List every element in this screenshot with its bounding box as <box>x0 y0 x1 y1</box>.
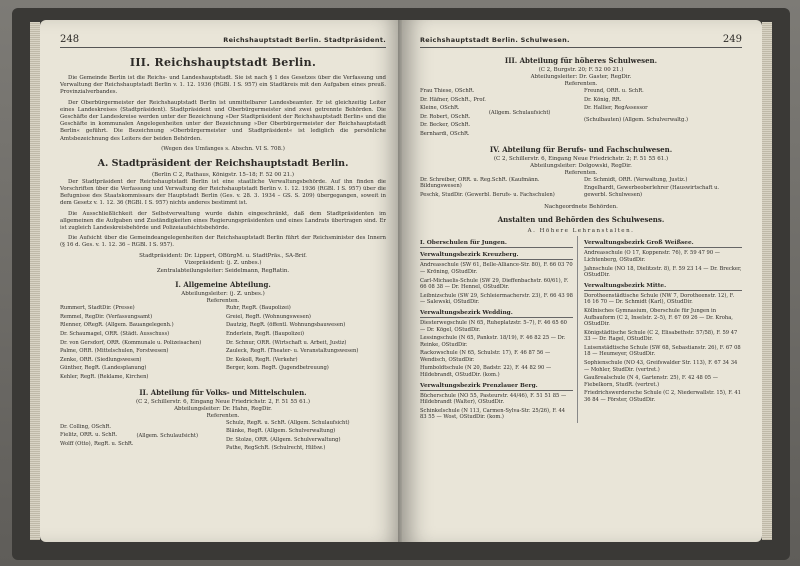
department-address: (C 2, Schillerstr. 6, Eingang Neue Friedrichstr. 2; F. 51 55 61.) <box>493 155 669 162</box>
right-page-header <box>420 34 742 48</box>
intro-paragraph-2: Der Oberbürgermeister der Reichshauptstadt Berlin ist unmittelbarer Landesbeamter. Er ist gleichzeitig Leiter eines Landeskreises (Stadtpräsident). Stadtpräsident und Oberbürgermeister sind zwei getrennte Behörden. Die Geschäfte der Landeskreise werden unter der Bezeichnung »Der Stadtpräsident der Reichshauptstadt Berlin« und die Geschäfte in kommunalen Angelegenheiten unter der Bezeichnung »Der Oberbürgermeister der Reichshauptstadt Berlin« geführt. Die Bezeichnung »Oberbürgermeister und Stadtpräsident« ist lediglich die persönliche Amtsbezeichnung des Leiters der beiden Behörden. <box>60 99 386 142</box>
school-entry: Jahnschule (NO 18, Dielitzstr. 8), F. 59 23 14 — Dr. Brecker, OStudDir. <box>584 265 742 279</box>
school-entry: Sophienschule (NO 43, Greifswalder Str. 113), F. 67 34 34 — Mohler, StudDir. (vertret.) <box>584 360 738 373</box>
list-item: Dr. Hallier, RegAssessor <box>584 105 648 112</box>
brace-annotation: (Allgem. Schulaufsicht) <box>488 110 551 117</box>
department-heading: I. Allgemeine Abteilung. <box>175 280 271 290</box>
section-title: III. Reichshauptstadt Berlin. <box>129 56 317 69</box>
district-heading: Verwaltungsbezirk Prenzlauer Berg. <box>420 383 573 391</box>
list-item: Dr. König, RR. <box>584 96 622 103</box>
list-item: Peschk, StudDir. (Gewerbl. Berufs- u. Fachschulen) <box>420 191 555 198</box>
list-item: Kleine, OSchR. <box>420 105 460 112</box>
school-entry: Diesterwegschule (N 65, Ruheplatzstr. 5–7), F. 46 65 60 — Dr. Kögel, OStudDir. <box>420 319 567 333</box>
left-page-header <box>60 34 386 48</box>
district-heading: Verwaltungsbezirk Groß Weißsee. <box>584 240 742 248</box>
list-item: Pathe, RegSchR. (Schulrecht, Hilfsw.) <box>226 445 326 452</box>
list-item: Zenke, ORR. (Siedlungswesen) <box>60 356 142 363</box>
list-item: Greiel, RegR. (Wohnungswesen) <box>226 313 311 320</box>
abt4-left <box>420 177 578 201</box>
list-item: Dautzig, RegR. (öffentl. Wohnungsbauwesen) <box>226 322 346 329</box>
list-item: Bernhardi, OSchR. <box>420 130 470 137</box>
department-leader: Abteilungsleiter: Dr. Gaster, RegDir. <box>530 74 632 80</box>
list-item: Dr. Schaumagel, ORR. (Städt. Ausschuss) <box>60 330 170 337</box>
column-heading: I. Oberschulen für Jungen. <box>420 240 573 248</box>
list-item: Rummert, StadtDir. (Presse) <box>60 305 135 312</box>
school-entry: Humboldtschule (N 20, Badstr. 22), F. 44 82 90 — Hildebrandt, OStudDir. (kom.) <box>420 365 552 379</box>
school-entry: Andreasschule (O 17, Koppenstr. 76), F. 59 47 90 — Lichtenberg, OStudDir. <box>584 250 720 263</box>
address-line: (Berlin C 2, Rathaus, Königstr. 15–18; F. 52 00 21.) <box>151 171 295 178</box>
intro-paragraph: Die Gemeinde Berlin ist die Reichs- und Landeshauptstadt. Sie ist nach § 1 des Gesetzes über die Verfassung und Verwaltung der Reichshauptstadt Berlin v. 1. 12. 1936 (RGBl. I S. 957) ein Stadtkreis mit den Aufgaben eines preuß. Provinzialverbandes. <box>60 75 386 96</box>
department-leader: Abteilungsleiter: Dr. Hahn, RegDir. <box>174 405 272 412</box>
subsection-title: A. Stadtpräsident der Reichshauptstadt Berlin. <box>97 157 349 169</box>
school-entry: Gaußrealschule (N 4, Gartenstr. 25), F. 42 48 05 — Fiebelkorn, StudR. (vertret.) <box>584 375 718 388</box>
district-heading: Verwaltungsbezirk Wedding. <box>420 310 573 318</box>
list-item: Dr. Schreiber, ORR. u. Reg.SchR. (Kaufmänn. Bildungswesen) <box>420 176 540 190</box>
referenten-label: Referenten. <box>564 169 598 176</box>
list-item: Dr. von Gersdorf, ORR. (Kommunale u. Polizeisachen) <box>60 339 202 346</box>
referenten-label: Referenten. <box>564 81 598 87</box>
referenten-label: Referenten. <box>206 412 240 419</box>
left-page <box>40 20 402 542</box>
list-item: Dr. Schnur, ORR. (Wirtschaft u. Arbeit, Justiz) <box>226 339 347 346</box>
abt2-referenten <box>60 420 386 454</box>
list-item: Dr. Häfner, OSchR., Prof. <box>420 96 486 103</box>
anstalten-heading: Anstalten und Behörden des Schulwesens. <box>497 215 665 225</box>
paragraph-1: Der Stadtpräsident der Reichshauptstadt Berlin ist eine staatliche Verwaltungsbehörde. Auf ihn finden die Vorschriften über die Verfassung und Verwaltung der Reichshauptstadt Berlin v. 1. 12. 1936 (RGBl. I S. 957) über die Befugnisse des Staatskommissars der Hauptstadt Berlin (Ges. v. 28. 3. 1934 – GS. S. 209) übergegangen, soweit in dem Gesetz v. 1. 12. 36 (RGBl. I S. 957) nichts anderes bestimmt ist. <box>60 178 386 207</box>
department-heading: II. Abteilung für Volks- und Mittelschulen. <box>139 387 307 397</box>
paragraph-2: Die Ausschließlichkeit der Selbstverwaltung wurde dahin eingeschränkt, daß dem Stadtpräsidenten im allgemeinen die Aufgaben und Zuständigkeiten eines Regierungspräsidenten und eines Landrats übertragen sind. Er ist zugleich Landeskreisbehörde und Polizeiaufsichtsbehörde. <box>60 210 386 232</box>
schools-left-column <box>420 236 578 423</box>
running-head-left: Reichshauptstadt Berlin. Stadtpräsident. <box>223 36 386 44</box>
school-entry: Luisenstädtische Schule (SW 68, Sebastianstr. 26), F. 67 08 18 — Heumeyer, OStudDir. <box>584 344 741 358</box>
list-item: Zauleck, RegR. (Theater- u. Veranstaltungswesen) <box>226 348 359 355</box>
list-item: Dr. Kokoll, RegR. (Verkehr) <box>226 356 298 363</box>
list-item: Remmel, RegDir. (Verfassungsamt) <box>60 313 153 320</box>
department-address: (C 2, Burgstr. 20; F. 52 00 21.) <box>538 67 624 73</box>
school-entry: Dorotheenstädtische Schule (NW 7, Dorotheenstr. 12), F. 16 16 70 — Dr. Schmidt (Karl), OStudDir. <box>584 292 735 306</box>
list-item: Dr. Colling, OSchR. <box>60 423 112 430</box>
list-item: Engelhardt, Gewerbeoberlehrer (Hauswirtschaft u. gewerbl. Schulwesen) <box>584 185 720 198</box>
hoehere-heading: A. Höhere Lehranstalten. <box>527 228 635 235</box>
list-item: Rlenner, ORegR. (Allgem. Bauangelegenh.) <box>60 322 174 329</box>
staff-line: Stadtpräsident: Dr. Lippert, OBürgM. u. StadtPräs., SA-Brif. <box>139 252 307 259</box>
list-item: Kehler, RegR. (Reklame, Kirchen) <box>60 373 149 380</box>
abt4-referenten <box>420 177 742 201</box>
reference-note: (Wegen des Umfanges s. Abschn. VI S. 708.) <box>161 145 285 152</box>
page-edges-right <box>762 22 772 540</box>
list-item: Frau Thiese, OSchR. <box>420 88 475 94</box>
department-leader: Abteilungsleiter: (j. Z. unbes.) <box>181 291 265 298</box>
referenten-left-column <box>60 305 220 382</box>
referenten-right-column <box>226 305 386 382</box>
schools-columns <box>420 236 742 423</box>
department-heading: IV. Abteilung für Berufs- und Fachschulwesen. <box>489 144 673 154</box>
school-entry: Lessingschule (N 65, Pankstr. 18/19), F. 46 82 25 — Dr. Reinke, OStudDir. <box>420 335 566 348</box>
staff-line: Vizepräsident: (j. Z. unbes.) <box>184 260 262 267</box>
abt3-referenten <box>420 88 742 140</box>
subordinate-heading: Nachgeordnete Behörden. <box>544 204 618 211</box>
page-number-right: 249 <box>722 34 742 45</box>
running-head-right: Reichshauptstadt Berlin. Schulwesen. <box>420 36 570 44</box>
list-item: Enderlein, RegR. (Baupolizei) <box>226 330 305 337</box>
list-item: Wolff (Otto), RegR. u. SchR. <box>60 440 134 447</box>
school-entry: Carl-Michaelis-Schule (SW 29, Dieffenbachstr. 60/61), F. 66 08 38 — Dr. Hennel, OStudDir. <box>420 277 569 291</box>
school-entry: Königstädtische Schule (C 2, Elisabethstr. 57/58), F. 59 47 33 — Dr. Ragel, OStudDir. <box>584 329 738 343</box>
paragraph-3: Die Aufsicht über die Gemeindeangelegenheiten der Reichshauptstadt Berlin führt der Reichsminister des Innern (§ 16 d. Ges. v. 1. 12. 36 – RGBl. I S. 957). <box>60 235 386 249</box>
school-entry: Köllnisches Gymnasium, Oberschule für Jungen in Aufbauform (C 2, Inselstr. 2–5), F. 67 09 26 — Dr. Kroha, OStudDir. <box>584 307 733 328</box>
school-entry: Rackowschule (N 65, Schulstr. 17), F. 46 87 56 — Wendisch, OStudDir. <box>420 350 551 363</box>
list-item: Berger, kom. RegR. (Jugendbetreuung) <box>226 365 329 372</box>
abt4-right <box>584 177 742 201</box>
district-heading: Verwaltungsbezirk Kreuzberg. <box>420 252 573 260</box>
schools-right-column <box>584 236 742 423</box>
list-item: Schulz, RegR. u. SchR. (Allgem. Schulaufsicht) <box>226 419 350 426</box>
abt3-left <box>420 88 578 140</box>
list-item: Günther, RegR. (Landesplanung) <box>60 365 147 372</box>
abt2-right <box>226 420 386 454</box>
list-item: Dr. Stolze, ORR. (Allgem. Schulverwaltung) <box>226 436 341 443</box>
list-item: Dr. Robert, OSchR. <box>420 113 471 120</box>
list-item: Dr. Schmidt, ORR. (Verwaltung, Justiz.) <box>584 176 688 183</box>
list-item: Fielitz, ORR. u. SchR. <box>60 432 118 439</box>
school-entry: Leibnizschule (SW 29, Schleiermacherstr. 23), F. 66 43 98 — Salewski, OStudDir. <box>420 292 573 306</box>
staff-line: Zentralabteilungsleiter: Seidelmann, RegRatin. <box>156 267 290 274</box>
district-heading: Verwaltungsbezirk Mitte. <box>584 283 742 291</box>
list-item: Freund, ORR. u. SchR. <box>584 88 644 94</box>
page-number-left: 248 <box>60 34 80 45</box>
list-item: Blänke, RegR. (Allgem. Schulverwaltung) <box>226 428 336 435</box>
department-heading: III. Abteilung für höheres Schulwesen. <box>504 56 658 65</box>
list-item: Dr. Becker, OSchR. <box>420 122 471 129</box>
brace-annotation: (Allgem. Schulaufsicht) <box>136 433 199 440</box>
right-page <box>402 20 762 542</box>
school-entry: Friedrichswerdersche Schule (C 2, Niederwallstr. 15), F. 41 36 84 — Förster, OStudDir. <box>584 390 741 404</box>
department-address: (C 2, Schillerstr. 6, Eingang Neue Friedrichstr. 2, F. 51 55 61.) <box>135 398 311 405</box>
school-entry: Schinkelschule (N 113, Carmen-Sylva-Str. 25/26), F. 44 83 55 — Wost, OStudDir. (kom.) <box>420 407 566 421</box>
page-edges-left <box>30 22 40 540</box>
abt3-right <box>584 88 742 140</box>
brace-annotation: (Schulbauten) (Allgem. Schulverwaltg.) <box>584 116 688 123</box>
referenten-columns <box>60 305 386 382</box>
school-entry: Andreasschule (SW 61, Belle-Alliance-Str. 80), F. 66 03 70 — Kröning, OStudDir. <box>420 262 573 275</box>
abt2-left <box>60 420 220 454</box>
referenten-label: Referenten. <box>206 298 240 305</box>
school-entry: Bücherschule (NO 55, Pasteurstr. 44/46), F. 51 51 85 — Hildebrandt (Walter), OStudDir. <box>420 392 567 406</box>
list-item: Palme, ORR. (Mittelschulen, Forstwesen) <box>60 348 169 355</box>
department-leader: Abteilungsleiter: Dolgowski, RegDir. <box>530 162 632 169</box>
list-item: Ruhr, RegR. (Baupolizei) <box>226 305 291 312</box>
staff-list <box>60 253 386 276</box>
